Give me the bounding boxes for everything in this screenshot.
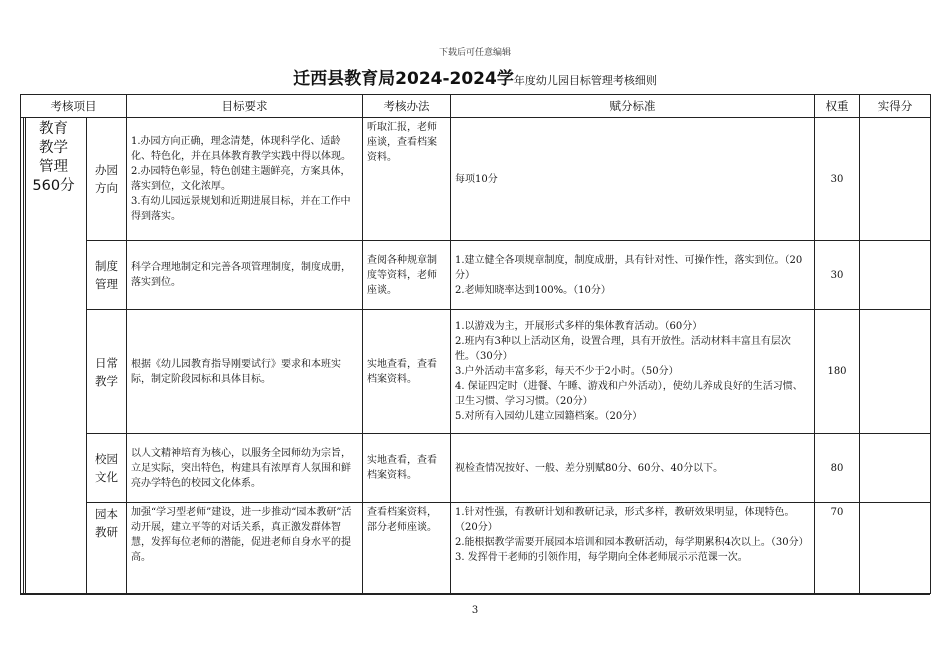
page-number: 3: [471, 605, 479, 616]
header-scoring: 赋分标准: [451, 95, 815, 118]
header-score: 实得分: [860, 95, 931, 118]
table-header-row: [21, 95, 931, 118]
header-requirements: 目标要求: [127, 95, 363, 118]
scoring-line: 1.针对性强，有教研计划和教研记录，形式多样，教研效果明显，体现特色。（20分）: [455, 507, 795, 533]
item-name: 办园方向: [87, 118, 127, 241]
scoring-line: 2.班内有3种以上活动区角，设置合理，具有开放性。活动材料丰富且有层次性。（30分）: [455, 336, 791, 362]
table-row: [21, 310, 931, 434]
weight-cell: 180: [815, 310, 860, 434]
item-name: 校园文化: [87, 434, 127, 503]
header-item: 考核项目: [21, 95, 127, 118]
table-row: [21, 434, 931, 503]
scoring-line: 5.对所有入园幼儿建立园籍档案。（20分）: [455, 411, 643, 422]
weight-cell: 30: [815, 241, 860, 310]
requirement-line: 2.办园特色彰显，特色创建主题鲜亮，方案具体，落实到位，文化浓厚。: [131, 166, 351, 192]
score-cell[interactable]: [860, 310, 931, 434]
scoring-line: 1.建立健全各项规章制度，制度成册，具有针对性、可操作性，落实到位。（20分）: [455, 254, 803, 281]
scoring-cell: [451, 241, 815, 310]
header-method: 考核办法: [363, 95, 451, 118]
method-cell: 实地查看，查看档案资料。: [363, 310, 451, 434]
requirements-cell: 加强“学习型老师”建设，进一步推动“园本教研”活动开展，建立平等的对话关系，真正激发群体智慧，发挥每位老师的潜能，促进老师自身水平的提高。: [127, 503, 363, 594]
item-name: 制度管理: [87, 241, 127, 310]
requirement-line: 1.办园方向正确，理念清楚，体现科学化、适龄化、特色化，并在具体教育教学实践中得以体现。: [131, 136, 351, 162]
title-main: 迁西县教育局2024-2024学: [293, 69, 514, 89]
assessment-table: [20, 94, 931, 594]
method-cell: 听取汇报，老师座谈，查看档案资料。: [363, 118, 451, 241]
scoring-line: 4. 保证四定时（进餐、午睡、游戏和户外活动），使幼儿养成良好的生活习惯、卫生习惯、学习习惯。（20分）: [455, 381, 803, 407]
requirement-line: 3.有幼儿园远景规划和近期进展目标，并在工作中得到落实。: [131, 196, 351, 222]
category-line: 管理: [39, 159, 68, 175]
scoring-line: 2.能根据教学需要开展园本培训和园本教研活动，每学期累积4次以上。（30分）: [455, 537, 809, 548]
requirements-cell: 以人文精神培育为核心，以服务全园师幼为宗旨，立足实际，突出特色，构建具有浓厚育人氛围和鲜亮办学特色的校园文化体系。: [127, 434, 363, 503]
category-line: 教学: [39, 140, 68, 156]
item-name: 园本教研: [87, 503, 127, 594]
score-cell[interactable]: [860, 434, 931, 503]
scoring-cell: [451, 310, 815, 434]
title-sub: 年度幼儿园目标管理考核细则: [513, 74, 657, 87]
category-border-decoration: [23, 118, 26, 594]
scoring-cell: 每项10分: [451, 118, 815, 241]
requirements-cell: 科学合理地制定和完善各项管理制度，制度成册，落实到位。: [127, 241, 363, 310]
weight-cell: 70: [815, 503, 860, 594]
weight-cell: 80: [815, 434, 860, 503]
requirements-cell: 根据《幼儿园教育指导刚要试行》要求和本班实际，制定阶段园标和具体目标。: [127, 310, 363, 434]
method-cell: 查阅各种规章制度等资料，老师座谈。: [363, 241, 451, 310]
scoring-line: 3. 发挥骨干老师的引领作用，每学期向全体老师展示示范课一次。: [455, 552, 748, 563]
scoring-cell: [451, 503, 815, 594]
header-note: 下载后可任意编辑: [438, 48, 511, 58]
header-weight: 权重: [815, 95, 860, 118]
scoring-line: 2.老师知晓率达到100%。（10分）: [455, 284, 611, 296]
score-cell[interactable]: [860, 503, 931, 594]
score-cell[interactable]: [860, 118, 931, 241]
table-row: [21, 118, 931, 241]
scoring-line: 1.以游戏为主，开展形式多样的集体教育活动。（60分）: [455, 321, 703, 332]
item-name: 日常教学: [87, 310, 127, 434]
method-cell: 查看档案资料，部分老师座谈。: [363, 503, 451, 594]
requirements-cell: [127, 118, 363, 241]
scoring-line: 3.户外活动丰富多彩，每天不少于2小时。（50分）: [455, 366, 679, 377]
table-row: [21, 241, 931, 310]
document-title: [0, 64, 950, 89]
method-cell: 实地查看，查看档案资料。: [363, 434, 451, 503]
scoring-cell: 视检查情况按好、一般、差分别赋80分、60分、40分以下。: [451, 434, 815, 503]
category-line: 教育: [39, 121, 68, 137]
category-line: 560分: [32, 178, 75, 194]
table-bottom-border: [20, 594, 930, 595]
weight-cell: 30: [815, 118, 860, 241]
table-row: [21, 503, 931, 594]
score-cell[interactable]: [860, 241, 931, 310]
category-cell: [21, 118, 87, 594]
